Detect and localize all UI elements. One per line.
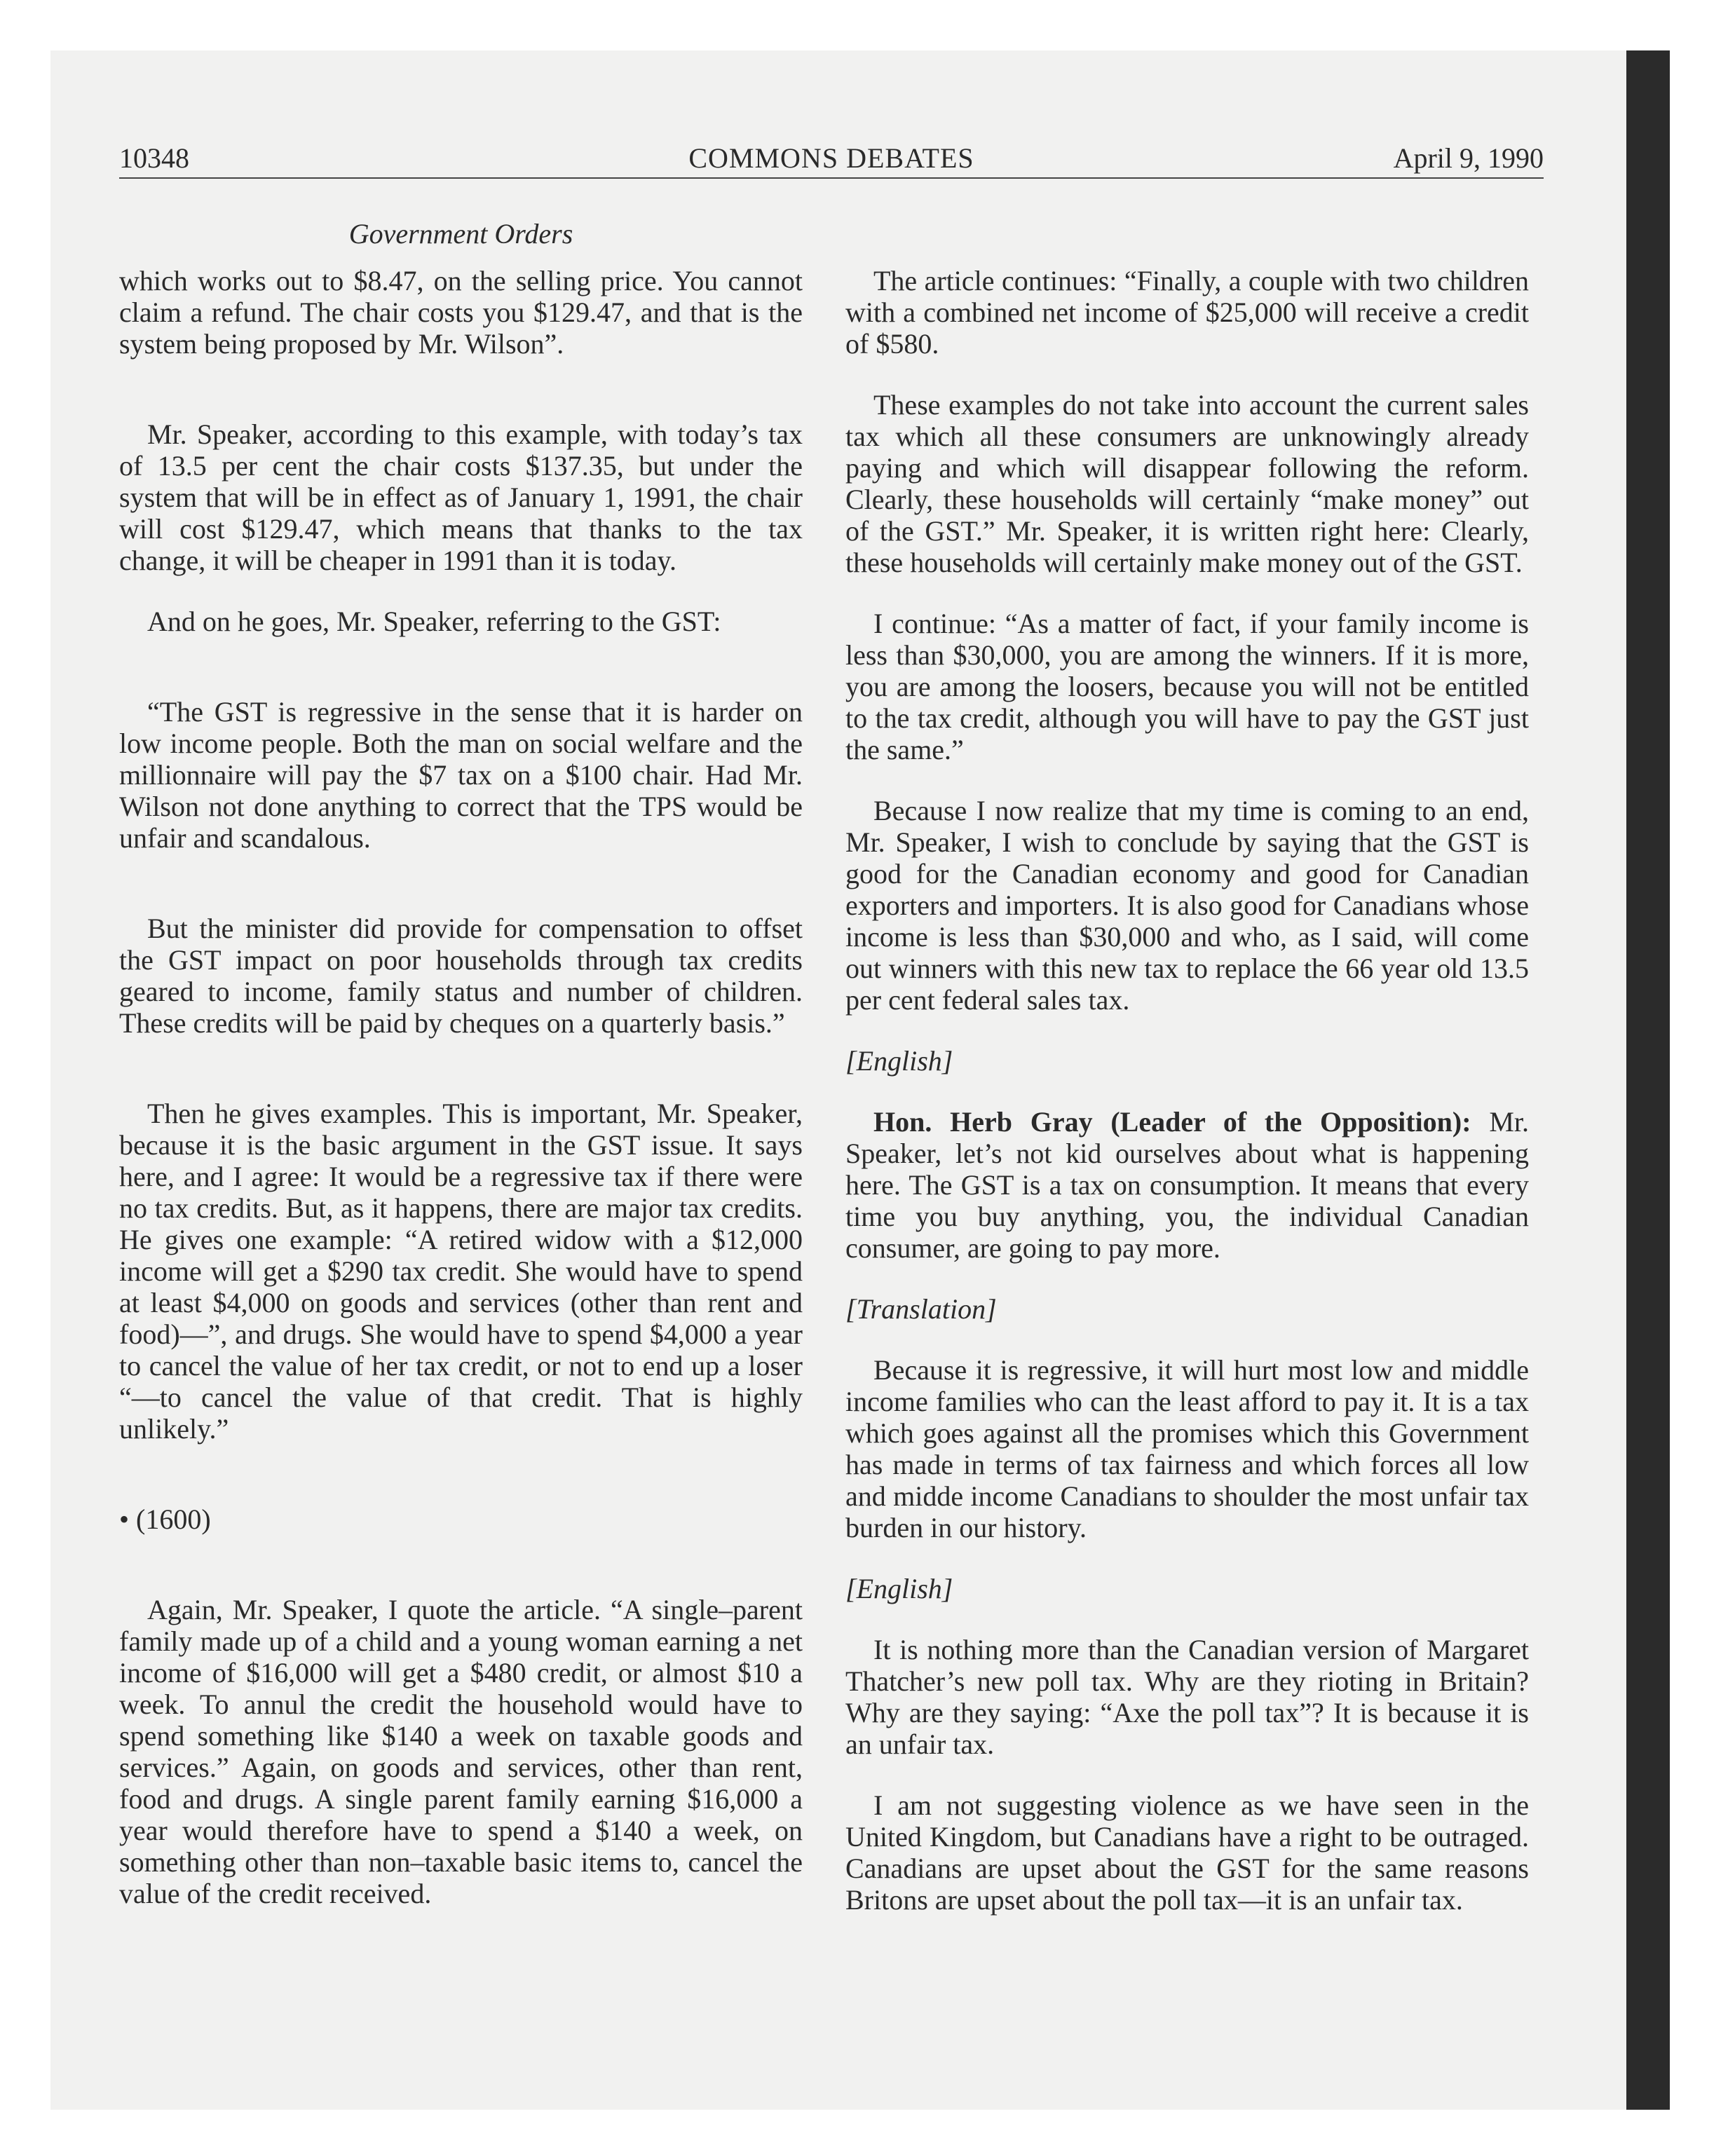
speaker-paragraph xyxy=(845,1106,1529,1264)
paragraph: which works out to $8.47, on the selling price. You cannot claim a refund. The chair costs you $129.47, and that is the system being proposed by Mr. Wilson”. xyxy=(119,265,803,360)
paragraph: These examples do not take into account the current sales tax which all these consumers are unknowingly already paying and which will disappear following the reform. Clearly, these households will certainly “make money” out of the GST.” Mr. Speaker, it is written right here: Clearly, these households will certainly make money out of the GST. xyxy=(845,389,1529,578)
section-heading: Government Orders xyxy=(348,218,573,250)
speech-text: Mr. Speaker, let’s not kid ourselves about what is happening here. The GST is a tax on consumption. It means that every time you buy anything, you, the individual Canadian consumer, are going to pay more. xyxy=(845,1106,1529,1264)
quoted-paragraph: But the minister did provide for compensation to offset the GST impact on poor households through tax credits geared to income, family status and number of children. These credits will be paid by cheques on a quarterly basis.” xyxy=(119,913,803,1039)
running-head xyxy=(119,142,1544,177)
header-rule xyxy=(119,177,1544,179)
paragraph: Because I now realize that my time is coming to an end, Mr. Speaker, I wish to conclude by saying that the GST is good for the Canadian economy and good for Canadian exporters and importers. It is also good for Canadians whose income is less than $30,000 and who, as I said, will come out winners with this new tax to replace the 66 year old 13.5 per cent federal sales tax. xyxy=(845,795,1529,1016)
time-marker: • (1600) xyxy=(119,1503,211,1535)
language-tag: [English] xyxy=(845,1573,953,1604)
paragraph: Again, Mr. Speaker, I quote the article. “A single–parent family made up of a child and a young woman earning a net income of $16,000 will get a $480 credit, or almost $10 a week. To annul the credit the household would have to spend something like $140 a week on taxable goods and services.” Again, on goods and services, other than rent, food and drugs. A single parent family earning $16,000 a year would therefore have to spend a $140 a week, on something other than non–taxable basic items to, cancel the value of the credit received. xyxy=(119,1594,803,1909)
page-number: 10348 xyxy=(119,142,189,174)
left-column xyxy=(119,265,803,1909)
paragraph: Mr. Speaker, according to this example, with today’s tax of 13.5 per cent the chair costs $137.35, but under the system that will be in effect as of January 1, 1991, the chair will cost $129.47, which means that thanks to the tax change, it will be cheaper in 1991 than it is today. xyxy=(119,418,803,576)
paragraph: And on he goes, Mr. Speaker, referring to the GST: xyxy=(147,606,721,637)
speaker-name: Hon. Herb Gray (Leader of the Opposition): xyxy=(873,1106,1471,1138)
binding-edge xyxy=(1626,50,1670,2110)
paragraph: It is nothing more than the Canadian version of Margaret Thatcher’s new poll tax. Why are they rioting in Britain? Why are they saying: “Axe the poll tax”? It is because it is an unfair tax. xyxy=(845,1634,1529,1760)
right-column xyxy=(845,265,1529,1916)
page-date: April 9, 1990 xyxy=(1393,142,1544,174)
paragraph: Because it is regressive, it will hurt most low and middle income families who can the least afford to pay it. It is a tax which goes against all the promises which this Government has made in terms of tax fairness and which forces all low and midde income Canadians to shoulder the most unfair tax burden in our history. xyxy=(845,1354,1529,1543)
journal-title: COMMONS DEBATES xyxy=(688,142,974,174)
paragraph: I continue: “As a matter of fact, if your family income is less than $30,000, you are among the winners. If it is more, you are among the loosers, because you will not be entitled to the tax credit, although you will have to pay the GST just the same.” xyxy=(845,608,1529,765)
language-tag: [English] xyxy=(845,1045,953,1077)
paragraph: The article continues: “Finally, a couple with two children with a combined net income of $25,000 will receive a credit of $580. xyxy=(845,265,1529,360)
paragraph: I am not suggesting violence as we have seen in the United Kingdom, but Canadians have a right to be outraged. Canadians are upset about the GST for the same reasons Britons are upset about the poll tax—it is an unfair tax. xyxy=(845,1789,1529,1916)
paragraph: Then he gives examples. This is important, Mr. Speaker, because it is the basic argument in the GST issue. It says here, and I agree: It would be a regressive tax if there were no tax credits. But, as it happens, there are major tax credits. He gives one example: “A retired widow with a $12,000 income will get a $290 tax credit. She would have to spend at least $4,000 on goods and services (other than rent and food)—”, and drugs. She would have to spend $4,000 a year to cancel the value of her tax credit, or not to end up a loser “—to cancel the value of that credit. That is highly unlikely.” xyxy=(119,1098,803,1445)
language-tag: [Translation] xyxy=(845,1293,997,1325)
quoted-paragraph: “The GST is regressive in the sense that it is harder on low income people. Both the man on social welfare and the millionnaire will pay the $7 tax on a $100 chair. Had Mr. Wilson not done anything to correct that the TPS would be unfair and scandalous. xyxy=(119,696,803,854)
